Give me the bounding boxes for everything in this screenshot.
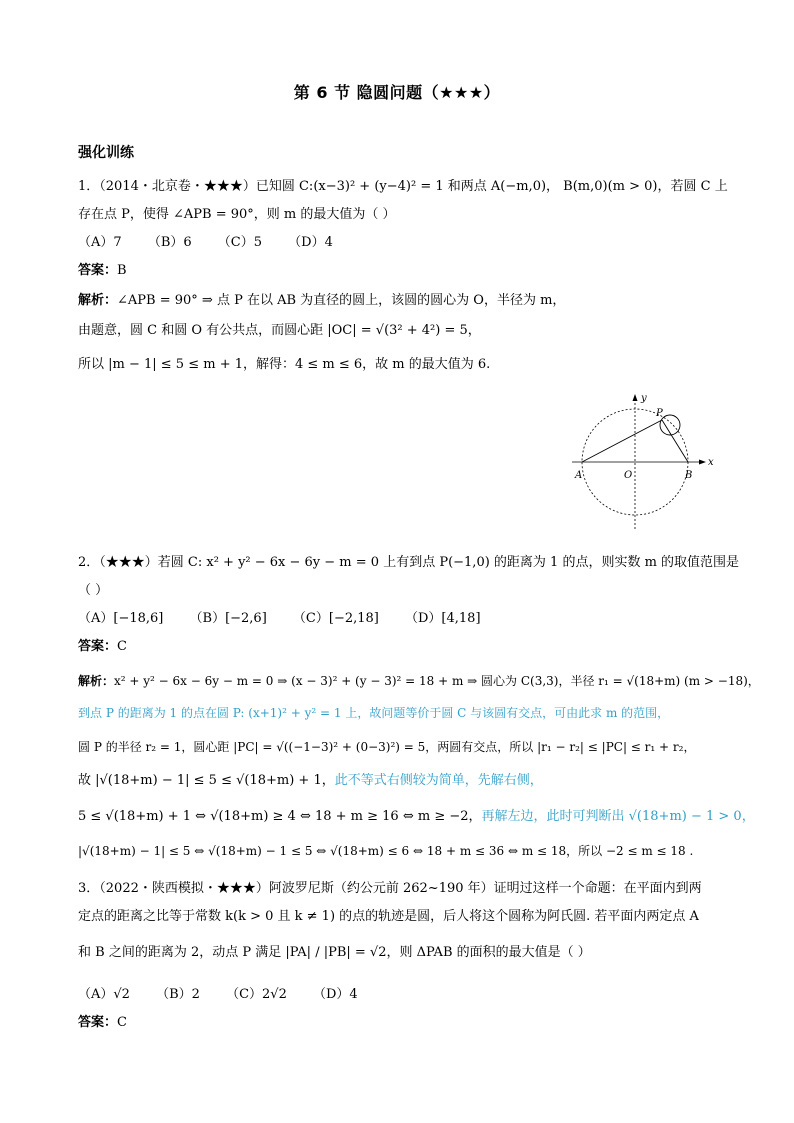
label-b: B — [685, 470, 693, 481]
q2-option-d: （D）[4,18] — [405, 611, 481, 626]
q1-options — [78, 234, 728, 252]
label-o: O — [624, 470, 633, 481]
q2-text-line-2: （ ） — [78, 583, 109, 598]
q1-answer-value: B — [117, 263, 127, 278]
q2-analysis-text-4a: 故 |√(18+m) − 1| ≤ 5 ≤ √(18+m) + 1， — [78, 773, 335, 788]
q1-analysis-line-1 — [78, 292, 728, 310]
q1-option-a: （A）7 — [78, 235, 122, 250]
q2-analysis-text-5a: 5 ≤ √(18+m) + 1 ⇔ √(18+m) ≥ 4 ⇔ 18 + m ≥ 16 ⇔ m ≥ −2， — [78, 809, 482, 824]
q2-answer-value: C — [117, 639, 127, 654]
q2-options — [78, 610, 728, 628]
q3-option-a: （A）√2 — [78, 987, 130, 1002]
circle-diagram — [570, 392, 720, 532]
q3-options — [78, 986, 728, 1004]
q2-analysis-line-4 — [78, 772, 728, 790]
q2-analysis-line-2: 到点 P 的距离为 1 的点在圆 P: (x+1)² + y² = 1 上，故问题等价于圆 C 与该圆有交点，可由此求 m 的范围， — [78, 706, 670, 720]
q2-option-a: （A）[−18,6] — [78, 611, 164, 626]
q2-analysis-text-1: x² + y² − 6x − 6y − m = 0 ⇒ (x − 3)² + (y − 3)² = 18 + m ⇒ 圆心为 C(3,3)，半径 r₁ = √(18+m) (m > −18)， — [114, 674, 760, 688]
q1-text-line-2: 存在点 P，使得 ∠APB = 90°，则 m 的最大值为（ ） — [78, 207, 396, 222]
label-a: A — [575, 470, 583, 481]
page-title: 第 6 节 隐圆问题（★★★） — [293, 83, 501, 102]
q3-option-d: （D）4 — [312, 987, 358, 1002]
q3-option-c: （C）2√2 — [226, 987, 287, 1002]
small-circle-c — [660, 415, 680, 435]
label-p: P — [656, 408, 663, 419]
label-y: y — [641, 393, 647, 404]
label-x: x — [708, 457, 714, 468]
segment-pb — [662, 420, 688, 462]
q2-analysis-text-4b: 此不等式右侧较为简单，先解右侧， — [334, 773, 543, 788]
q1-answer-label: 答案： — [78, 263, 118, 278]
q1-option-c: （C）5 — [217, 235, 262, 250]
q2-option-c: （C）[−2,18] — [292, 611, 379, 626]
q3-answer-value: C — [117, 1015, 127, 1030]
segment-ap — [582, 420, 662, 462]
q1-text-line-1: 1．（2014・北京卷・★★★）已知圆 C:(x−3)² + (y−4)² = 1 和两点 A(−m,0)， B(m,0)(m > 0)，若圆 C 上 — [78, 179, 728, 194]
q1-option-b: （B）6 — [147, 235, 192, 250]
q3-text-line-1: 3．（2022・陕西模拟・★★★）阿波罗尼斯（约公元前 262~190 年）证明过这样一个命题：在平面内到两 — [78, 881, 702, 896]
q1-analysis-line-2: 由题意，圆 C 和圆 O 有公共点，而圆心距 |OC| = √(3² + 4²) = 5， — [78, 323, 481, 338]
q2-analysis-line-5 — [78, 808, 755, 826]
q2-analysis-line-3: 圆 P 的半径 r₂ = 1，圆心距 |PC| = √((−1−3)² + (0−3)²) = 5，两圆有交点，所以 |r₁ − r₂| ≤ |PC| ≤ r₁ + r₂， — [78, 740, 696, 754]
x-axis-arrow — [699, 460, 706, 465]
q2-analysis-text-5b: 再解左边，此时可判断出 √(18+m) − 1 > 0， — [481, 809, 755, 824]
q2-analysis-label: 解析： — [78, 674, 115, 688]
q3-text-line-2: 定点的距离之比等于常数 k(k > 0 且 k ≠ 1) 的点的轨迹是圆，后人将这个圆称为阿氏圆. 若平面内两定点 A — [78, 909, 699, 924]
q3-answer-label: 答案： — [78, 1015, 118, 1030]
q2-answer — [78, 638, 728, 656]
section-heading: 强化训练 — [78, 145, 134, 161]
q2-analysis-line-1 — [78, 672, 760, 690]
q1-analysis-text-1: ∠APB = 90° ⇒ 点 P 在以 AB 为直径的圆上，该圆的圆心为 O，半径为 m， — [117, 293, 566, 308]
q2-answer-label: 答案： — [78, 639, 118, 654]
q1-analysis-line-3: 所以 |m − 1| ≤ 5 ≤ m + 1，解得：4 ≤ m ≤ 6，故 m 的最大值为 6. — [78, 357, 491, 372]
q1-option-d: （D）4 — [288, 235, 333, 250]
y-axis-arrow — [633, 394, 638, 401]
q3-answer — [78, 1014, 728, 1032]
q3-option-b: （B）2 — [156, 987, 200, 1002]
q1-answer — [78, 262, 728, 280]
q2-text-line-1: 2．（★★★）若圆 C: x² + y² − 6x − 6y − m = 0 上有到点 P(−1,0) 的距离为 1 的点，则实数 m 的取值范围是 — [78, 555, 740, 570]
q1-analysis-label: 解析： — [78, 293, 118, 308]
q3-text-line-3: 和 B 之间的距离为 2，动点 P 满足 |PA| / |PB| = √2，则 ΔPAB 的面积的最大值是（ ） — [78, 945, 591, 960]
q2-analysis-line-6: |√(18+m) − 1| ≤ 5 ⇔ √(18+m) − 1 ≤ 5 ⇔ √(18+m) ≤ 6 ⇔ 18 + m ≤ 36 ⇔ m ≤ 18，所以 −2 ≤ m ≤ 18 . — [78, 844, 694, 858]
q2-option-b: （B）[−2,6] — [189, 611, 267, 626]
